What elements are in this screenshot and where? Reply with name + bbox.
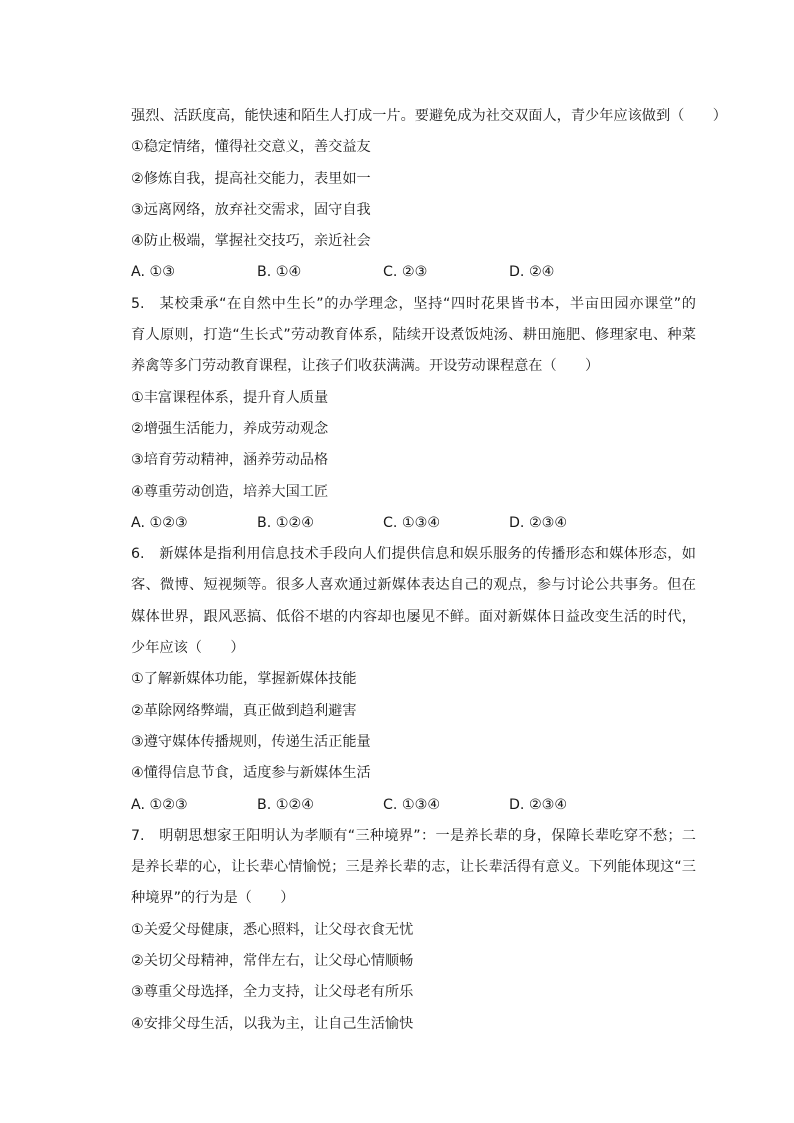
statement-3: ③培育劳动精神，涵养劳动品格 xyxy=(131,452,329,469)
question-stem-line: 是养长辈的心，让长辈心情愉悦；三是养长辈的志，让长辈活得有意义。下列能体现这“三 xyxy=(131,859,696,876)
option-c: C. ①③④ xyxy=(383,514,441,531)
question-stem-line: 养禽等多门劳动教育课程，让孩子们收获满满。开设劳动课程意在（ ） xyxy=(131,358,600,375)
stem-text: 明朝思想家王阳明认为孝顺有“三种境界”：一是养长辈的身，保障长辈吃穿不愁；二 xyxy=(159,827,696,844)
statement-1: ①丰富课程体系，提升育人质量 xyxy=(131,389,329,406)
question-stem-line: 育人原则，打造“生长式”劳动教育体系，陆续开设煮饭炖汤、耕田施肥、修理家电、种菜 xyxy=(131,327,696,344)
statement-1: ①稳定情绪，懂得社交意义，善交益友 xyxy=(131,139,371,156)
option-a: A. ①②③ xyxy=(131,796,188,813)
statement-1: ①了解新媒体功能，掌握新媒体技能 xyxy=(131,671,357,688)
question-stem-line: 少年应该（ ） xyxy=(131,640,245,657)
option-a: A. ①③ xyxy=(131,264,175,281)
statement-3: ③遵守媒体传播规则，传递生活正能量 xyxy=(131,733,371,750)
question-stem-line: 种境界”的行为是（ ） xyxy=(131,890,295,907)
statement-3: ③尊重父母选择，全力支持，让父母老有所乐 xyxy=(131,984,414,1001)
stem-text: 某校秉承“在自然中生长”的办学理念，坚持“四时花果皆书本，半亩田园亦课堂”的 xyxy=(159,295,696,312)
question-stem-line xyxy=(131,539,696,570)
statement-2: ②革除网络弊端，真正做到趋利避害 xyxy=(131,702,357,719)
statement-4: ④安排父母生活，以我为主，让自己生活愉快 xyxy=(131,1015,414,1032)
answer-options xyxy=(131,790,696,821)
option-b: B. ①②④ xyxy=(257,514,314,531)
answer-options xyxy=(131,508,696,539)
question-stem-line: 媒体世界，跟风恶搞、低俗不堪的内容却也屡见不鲜。面对新媒体日益改变生活的时代， xyxy=(131,608,696,625)
statement-4: ④防止极端，掌握社交技巧，亲近社会 xyxy=(131,233,371,250)
option-d: D. ②③④ xyxy=(509,796,568,813)
question-stem-line xyxy=(131,289,696,320)
question-7 xyxy=(131,821,696,1040)
option-a: A. ①②③ xyxy=(131,514,188,531)
option-b: B. ①②④ xyxy=(257,796,314,813)
question-stem-line: 强烈、活跃度高，能快速和陌生人打成一片。要避免成为社交双面人，青少年应该做到（ ） xyxy=(131,108,727,124)
option-c: C. ②③ xyxy=(383,264,428,281)
stem-text: 新媒体是指利用信息技术手段向人们提供信息和娱乐服务的传播形态和媒体形态，如 xyxy=(159,546,696,563)
question-stem-line: 客、微博、短视频等。很多人喜欢通过新媒体表达自己的观点，参与讨论公共事务。但在 xyxy=(131,577,696,594)
question-6 xyxy=(131,539,696,821)
page-content xyxy=(131,101,727,1040)
statement-1: ①关爱父母健康，悉心照料，让父母衣食无忧 xyxy=(131,921,414,938)
statement-2: ②修炼自我，提高社交能力，表里如一 xyxy=(131,170,371,187)
statement-4: ④懂得信息节食，适度参与新媒体生活 xyxy=(131,765,371,782)
option-b: B. ①④ xyxy=(257,264,302,281)
answer-options xyxy=(131,257,696,288)
question-stem-line xyxy=(131,821,696,852)
statement-3: ③远离网络，放弃社交需求，固守自我 xyxy=(131,201,371,218)
question-4 xyxy=(131,101,727,289)
statement-2: ②关切父母精神，常伴左右，让父母心情顺畅 xyxy=(131,953,414,970)
statement-4: ④尊重劳动创造，培养大国工匠 xyxy=(131,483,329,500)
question-5 xyxy=(131,289,696,539)
question-number: 6. xyxy=(131,546,145,563)
option-d: D. ②③④ xyxy=(509,514,568,531)
statement-2: ②增强生活能力，养成劳动观念 xyxy=(131,420,329,437)
question-number: 7. xyxy=(131,827,145,844)
option-d: D. ②④ xyxy=(509,264,555,281)
question-number: 5. xyxy=(131,295,145,312)
option-c: C. ①③④ xyxy=(383,796,441,813)
